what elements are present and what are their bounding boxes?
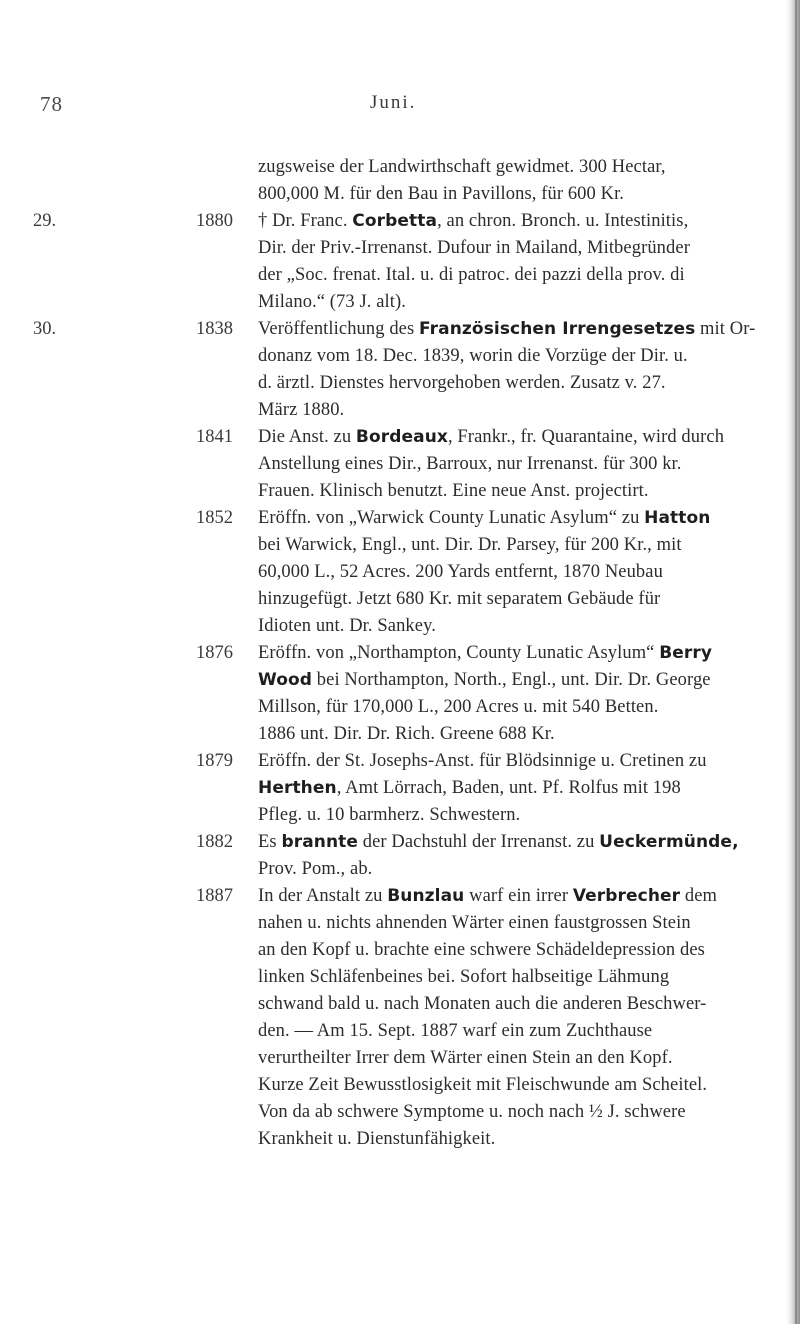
text-run: warf ein irrer [464, 886, 573, 906]
text-line: Pfleg. u. 10 barmherz. Schwestern. [258, 805, 521, 825]
text-line: März 1880. [258, 400, 345, 420]
entry-year: 1880 [196, 211, 233, 231]
entry-year: 1838 [196, 319, 233, 339]
text-line: 1886 unt. Dir. Dr. Rich. Greene 688 Kr. [258, 724, 555, 744]
text-run: bei Northampton, North., Engl., unt. Dir. Dr. George [312, 670, 711, 690]
emphasized-name: Berry [659, 643, 713, 663]
entry-first-line [258, 211, 688, 232]
text-run: der Dachstuhl der Irrenanst. zu [358, 832, 600, 852]
text-line: Von da ab schwere Symptome u. noch nach ½ J. schwere [258, 1102, 686, 1122]
emphasized-name: Bordeaux [355, 427, 448, 447]
text-line: linken Schläfenbeines bei. Sofort halbseitige Lähmung [258, 967, 670, 987]
page-number: 78 [40, 92, 63, 116]
text-line: der „Soc. frenat. Ital. u. di patroc. dei pazzi della prov. di [258, 265, 685, 285]
text-run: , Frankr., fr. Quarantaine, wird durch [447, 427, 725, 447]
text-run: Eröffn. von „Northampton, County Lunatic Asylum“ [258, 643, 660, 663]
emphasized-name: Französischen Irrengesetzes [419, 319, 696, 339]
entry-first-line: Eröffn. der St. Josephs-Anst. für Blödsinnige u. Cretinen zu [258, 751, 707, 771]
entry-first-line [258, 886, 717, 907]
entry-first-line [258, 508, 711, 529]
day-number: 29. [33, 211, 57, 231]
entry-first-line [258, 643, 712, 664]
text-line: Dir. der Priv.-Irrenanst. Dufour in Mailand, Mitbegründer [258, 238, 690, 258]
emphasized-name: Bunzlau [387, 886, 465, 906]
text-line: verurtheilter Irrer dem Wärter einen Stein an den Kopf. [258, 1048, 673, 1068]
emphasized-name: Ueckermünde, [599, 832, 739, 852]
text-line: bei Warwick, Engl., unt. Dir. Dr. Parsey, für 200 Kr., mit [258, 535, 682, 555]
text-run: , an chron. Bronch. u. Intestinitis, [437, 211, 689, 231]
entry-year: 1852 [196, 508, 233, 528]
text-line: hinzugefügt. Jetzt 680 Kr. mit separatem Gebäude für [258, 589, 661, 609]
emphasized-name: brannte [281, 832, 359, 852]
text-line: zugsweise der Landwirthschaft gewidmet. 300 Hectar, [258, 157, 666, 177]
emphasized-name: Verbrecher [572, 886, 681, 906]
text-line: schwand bald u. nach Monaten auch die anderen Beschwer- [258, 994, 707, 1014]
text-line: Millson, für 170,000 L., 200 Acres u. mit 540 Betten. [258, 697, 659, 717]
entry-first-line [258, 427, 724, 448]
text-run: , Amt Lörrach, Baden, unt. Pf. Rolfus mit 198 [336, 778, 681, 798]
text-line: den. — Am 15. Sept. 1887 warf ein zum Zuchthause [258, 1021, 653, 1041]
text-run: Die Anst. zu [258, 427, 356, 447]
emphasized-name: Corbetta [352, 211, 438, 231]
entry-second-line [258, 670, 711, 691]
text-line: Anstellung eines Dir., Barroux, nur Irrenanst. für 300 kr. [258, 454, 682, 474]
entry-year: 1882 [196, 832, 233, 852]
text-line: 60,000 L., 52 Acres. 200 Yards entfernt, 1870 Neubau [258, 562, 663, 582]
text-line: donanz vom 18. Dec. 1839, worin die Vorzüge der Dir. u. [258, 346, 688, 366]
emphasized-name: Herthen [258, 778, 337, 798]
text-line: Prov. Pom., ab. [258, 859, 373, 879]
text-run: mit Or- [695, 319, 756, 339]
emphasized-name: Wood [258, 670, 313, 690]
text-line: Idioten unt. Dr. Sankey. [258, 616, 436, 636]
entry-year: 1879 [196, 751, 233, 771]
text-line: Frauen. Klinisch benutzt. Eine neue Anst. projectirt. [258, 481, 649, 501]
text-run: In der Anstalt zu [258, 886, 388, 906]
entry-year: 1887 [196, 886, 233, 906]
text-line: Krankheit u. Dienstunfähigkeit. [258, 1129, 496, 1149]
text-line: Kurze Zeit Bewusstlosigkeit mit Fleischwunde am Scheitel. [258, 1075, 708, 1095]
text-line: nahen u. nichts ahnenden Wärter einen faustgrossen Stein [258, 913, 691, 933]
text-line: 800,000 M. für den Bau in Pavillons, für 600 Kr. [258, 184, 625, 204]
page-edge-shadow [786, 0, 800, 1324]
entry-year: 1876 [196, 643, 233, 663]
text-run: Es [258, 832, 282, 852]
text-run: Eröffn. von „Warwick County Lunatic Asylum“ zu [258, 508, 645, 528]
entry-year: 1841 [196, 427, 233, 447]
running-head: Juni. [370, 92, 417, 113]
text-line: Milano.“ (73 J. alt). [258, 292, 407, 312]
text-run: Veröffentlichung des [258, 319, 420, 339]
text-line: an den Kopf u. brachte eine schwere Schädeldepression des [258, 940, 705, 960]
text-run: † Dr. Franc. [258, 211, 353, 231]
entry-first-line [258, 319, 755, 340]
entry-first-line [258, 832, 739, 853]
entry-second-line [258, 778, 681, 799]
day-number: 30. [33, 319, 57, 339]
text-line: d. ärztl. Dienstes hervorgehoben werden. Zusatz v. 27. [258, 373, 666, 393]
text-run: dem [680, 886, 718, 906]
emphasized-name: Hatton [644, 508, 711, 528]
